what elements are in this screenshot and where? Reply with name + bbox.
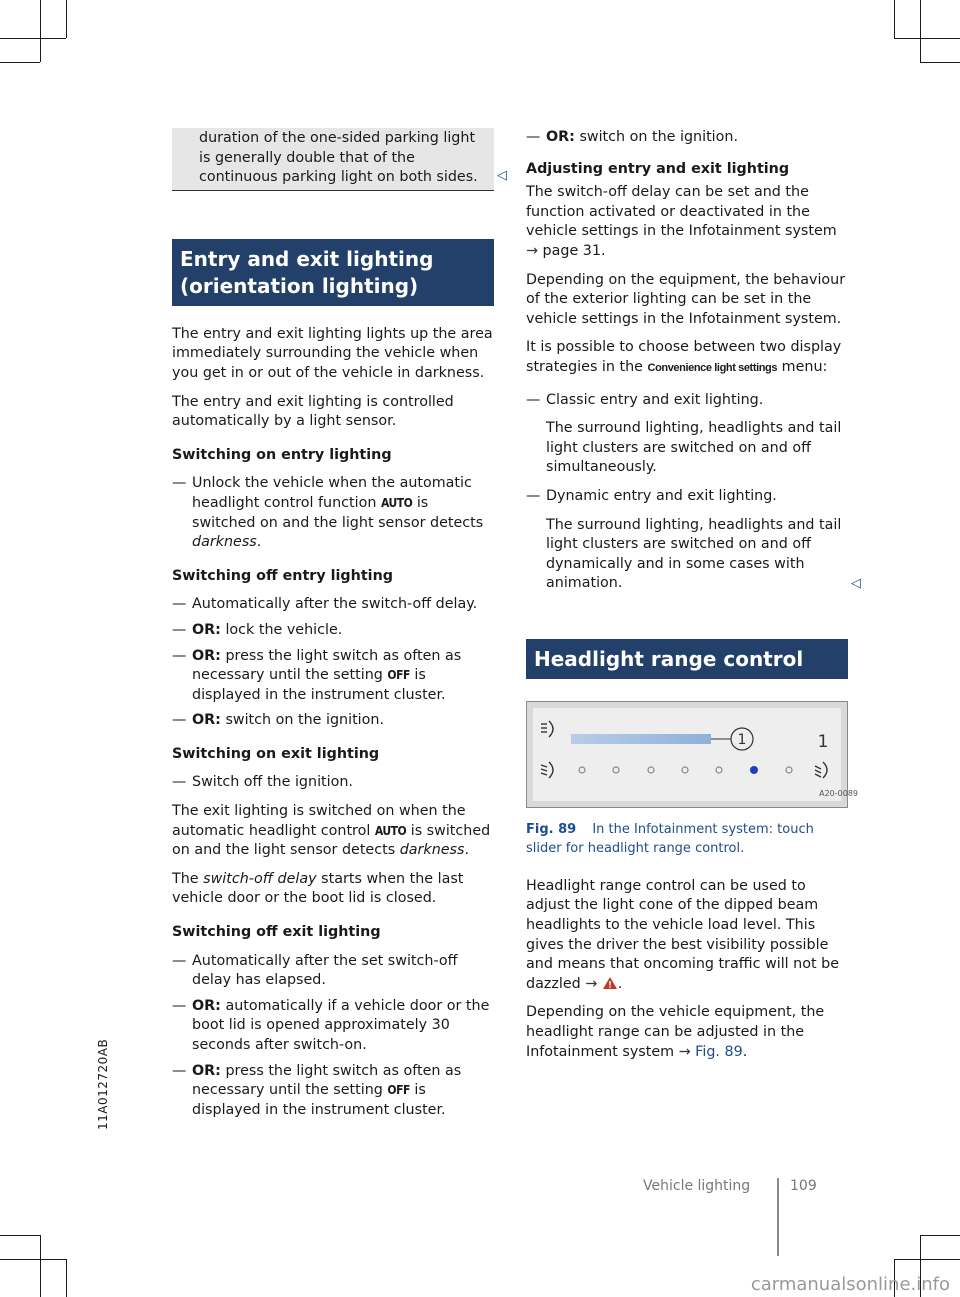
list-item: — OR: press the light switch as often as necessary until the setting OFF is displayed in the instrument cluster. xyxy=(172,1062,462,1118)
subheading-adjusting: Adjusting entry and exit lighting xyxy=(526,160,790,177)
paragraph: Headlight range control can be used to adjust the light cone of the dipped beam headlights to the vehicle load level. This gives the driver the best visibility possible and means that oncoming traffic will not be dazzled → . xyxy=(526,877,840,992)
dash-bullet: — xyxy=(526,391,541,408)
dash-bullet: — xyxy=(172,1062,187,1079)
figure-code: A20-0089 xyxy=(819,788,858,798)
figure-screen xyxy=(533,708,858,801)
auto-icon: AUTO xyxy=(374,823,407,838)
arrow-right-icon: → xyxy=(678,1043,691,1060)
footer-divider xyxy=(777,1178,779,1256)
section-end-triangle-icon: ◁ xyxy=(497,168,507,183)
crop-mark xyxy=(0,38,66,39)
figure-reference-link[interactable]: Fig. 89 xyxy=(695,1043,743,1060)
paragraph: Depending on the vehicle equipment, the headlight range can be adjusted in the Infotainment system → Fig. 89. xyxy=(526,1004,825,1060)
right-column xyxy=(526,128,858,1071)
paragraph: It is possible to choose between two display strategies in the Convenience light settings menu: xyxy=(526,339,842,375)
crop-mark xyxy=(920,62,960,63)
list-item: — Classic entry and exit lighting. xyxy=(526,391,848,411)
subheading-switch-on-entry: Switching on entry lighting xyxy=(172,446,392,463)
dash-bullet: — xyxy=(526,487,541,504)
crop-mark xyxy=(40,0,41,62)
list-item: — OR: switch on the ignition. xyxy=(526,128,848,148)
list-item: — OR: switch on the ignition. xyxy=(172,711,494,731)
crop-mark xyxy=(40,1235,41,1297)
footer-chapter-title: Vehicle lighting xyxy=(643,1178,751,1194)
continued-note-text: duration of the one-sided parking light is generally double that of the continuous parking light on both sides. xyxy=(199,130,478,186)
subheading-switch-on-exit: Switching on exit lighting xyxy=(172,745,380,762)
crop-mark xyxy=(920,1235,960,1236)
slider-fill-bar xyxy=(571,734,711,744)
dash-bullet: — xyxy=(526,129,541,145)
dash-bullet: — xyxy=(172,647,187,664)
headlight-icon xyxy=(541,721,553,737)
crop-mark xyxy=(894,1259,960,1260)
headlight-slider-illustration xyxy=(533,708,867,801)
continued-note xyxy=(172,128,494,191)
off-icon: OFF xyxy=(387,1083,410,1098)
off-icon: OFF xyxy=(387,668,410,683)
auto-icon: AUTO xyxy=(380,495,413,510)
dash-bullet: — xyxy=(172,596,187,613)
headlight-icon xyxy=(541,762,553,778)
dash-bullet: — xyxy=(172,621,187,638)
dash-bullet: — xyxy=(172,774,187,791)
list-item-description: The surround lighting, headlights and tail light clusters are switched on and off dynamically and in some cases with animation. xyxy=(546,516,842,592)
crop-mark xyxy=(0,1259,66,1260)
current-level-value: 1 xyxy=(817,731,829,752)
list-item: — Automatically after the switch-off delay. xyxy=(172,595,494,615)
figure-label: Fig. 89 xyxy=(526,821,577,837)
headlight-icon xyxy=(815,762,827,778)
list-item: — OR: lock the vehicle. xyxy=(172,621,494,641)
list-item: — Switch off the ignition. xyxy=(172,773,494,793)
dash-bullet: — xyxy=(172,952,187,969)
crop-mark xyxy=(66,1259,67,1297)
crop-mark xyxy=(894,38,960,39)
subheading-switch-off-entry: Switching off entry lighting xyxy=(172,567,393,584)
paragraph: The switch-off delay starts when the last vehicle door or the boot lid is closed. xyxy=(172,870,464,907)
crop-mark xyxy=(894,0,895,38)
callout-number: 1 xyxy=(737,731,747,748)
dash-bullet: — xyxy=(172,997,187,1014)
arrow-right-icon: → xyxy=(526,242,538,259)
slider-steps xyxy=(579,767,792,773)
warning-icon xyxy=(602,976,618,990)
figure-caption: Fig. 89 In the Infotainment system: touch slider for headlight range control. xyxy=(526,821,814,856)
crop-mark xyxy=(66,0,67,38)
menu-term: Convenience light settings xyxy=(647,361,778,374)
crop-mark xyxy=(0,62,40,63)
list-item: — Unlock the vehicle when the automatic headlight control function AUTO is switched on and the light sensor detects darkness. xyxy=(172,475,484,551)
dash-bullet: — xyxy=(172,475,187,492)
list-item: — OR: press the light switch as often as necessary until the setting OFF is displayed in the instrument cluster. xyxy=(172,647,462,703)
slider-handle[interactable] xyxy=(750,766,758,774)
page-number: 109 xyxy=(790,1178,817,1194)
figure-headlight-slider xyxy=(526,701,858,808)
paragraph: The exit lighting is switched on when the automatic headlight control AUTO is switched on and the light sensor detects darkness. xyxy=(172,803,491,859)
paragraph: The entry and exit lighting is controlled automatically by a light sensor. xyxy=(172,393,454,430)
crop-mark xyxy=(0,1235,40,1236)
list-item: — Automatically after the set switch-off delay has elapsed. xyxy=(172,952,458,989)
paragraph: The entry and exit lighting lights up the area immediately surrounding the vehicle when you get in or out of the vehicle in darkness. xyxy=(172,325,493,381)
watermark: carmanualsonline.info xyxy=(750,1274,950,1295)
subheading-switch-off-exit: Switching off exit lighting xyxy=(172,924,381,941)
arrow-right-icon: → xyxy=(585,975,598,992)
list-item: — OR: automatically if a vehicle door or the boot lid is opened approximately 30 seconds after switch-on. xyxy=(172,997,490,1053)
dash-bullet: — xyxy=(172,712,187,729)
section-banner-entry-exit: Entry and exit lighting (orientation lighting) xyxy=(172,239,494,306)
section-banner-headlight-range: Headlight range control xyxy=(526,639,848,679)
paragraph: The switch-off delay can be set and the function activated or deactivated in the vehicle settings in the Infotainment system → page 31. xyxy=(526,184,837,259)
left-column xyxy=(172,128,494,1126)
document-code: 11A012720AB xyxy=(96,1038,110,1130)
crop-mark xyxy=(920,0,921,62)
list-item-description: The surround lighting, headlights and tail light clusters are switched on and off simultaneously. xyxy=(546,420,842,476)
paragraph: Depending on the equipment, the behaviour of the exterior lighting can be set in the vehicle settings in the Infotainment system. xyxy=(526,271,846,327)
section-end-triangle-icon: ◁ xyxy=(851,576,861,591)
list-item: — Dynamic entry and exit lighting. xyxy=(526,487,848,507)
